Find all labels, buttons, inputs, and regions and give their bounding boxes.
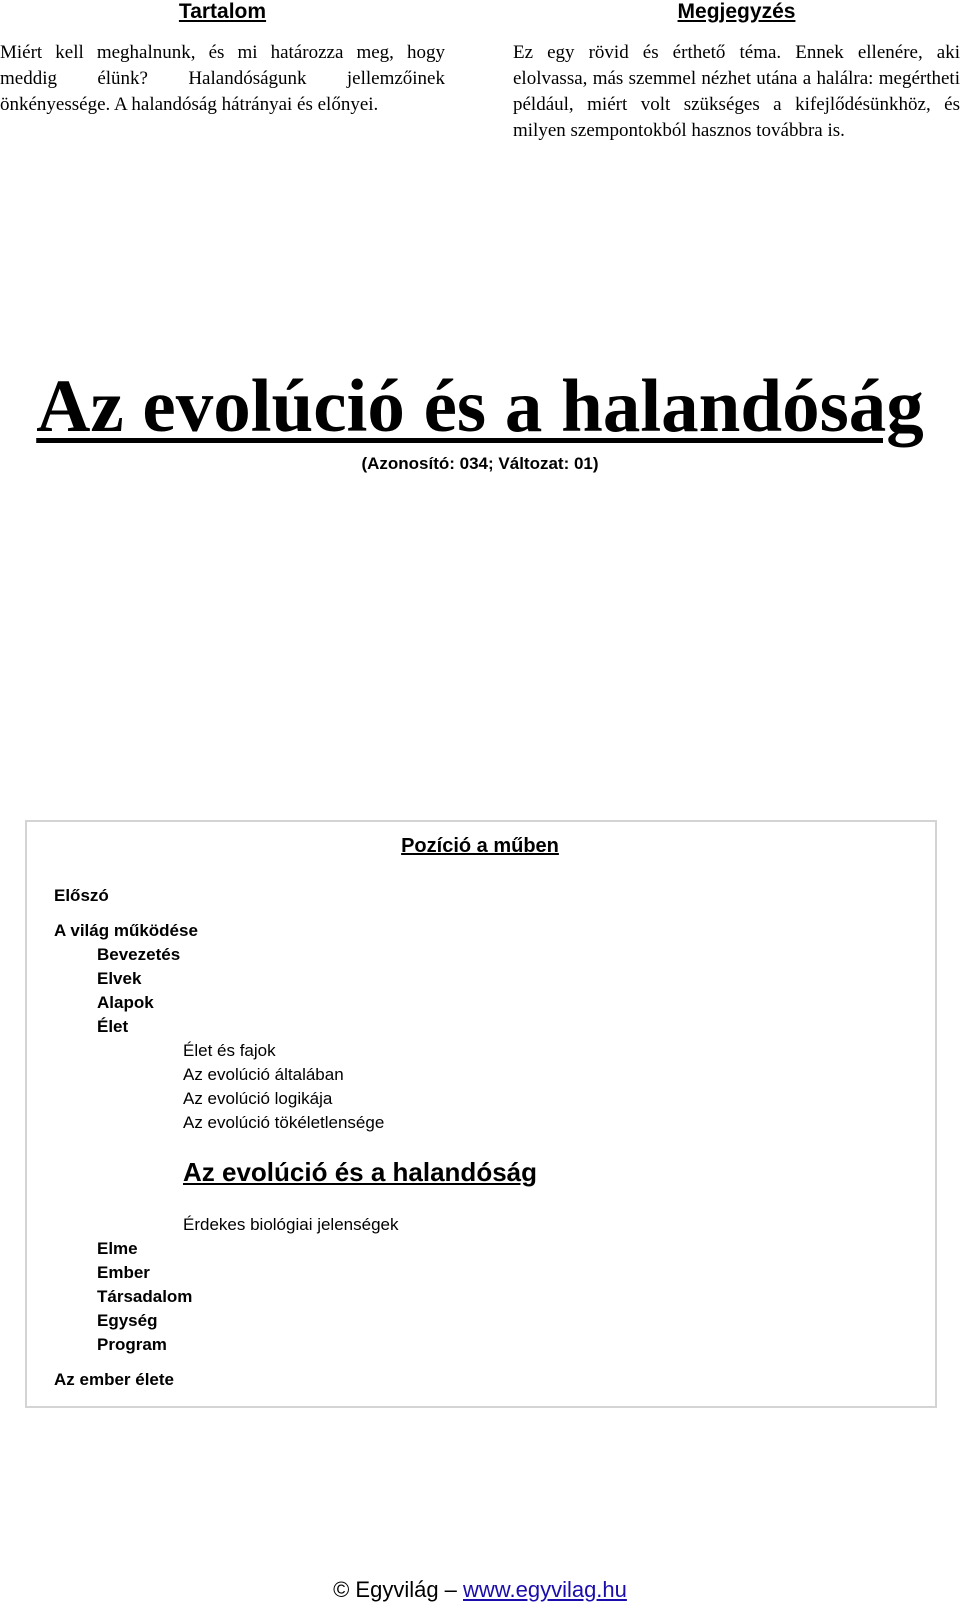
toc-item-evolucio-tokeletlensege[interactable]: Az evolúció tökéletlensége — [183, 1113, 385, 1132]
footer-copyright: © Egyvilág – — [333, 1577, 464, 1602]
toc-item-eloszo[interactable]: Előszó — [54, 886, 109, 905]
toc-item-evolucio-logikaja[interactable]: Az evolúció logikája — [183, 1089, 333, 1108]
toc-item-ember[interactable]: Ember — [97, 1263, 150, 1282]
toc-item-ember-elete[interactable]: Az ember élete — [54, 1370, 174, 1389]
toc-item-elme[interactable]: Elme — [97, 1239, 138, 1258]
footer — [0, 1577, 960, 1603]
toc-item-evolucio-altalaban[interactable]: Az evolúció általában — [183, 1065, 344, 1084]
toc-item-vilag-mukodese[interactable]: A világ működése — [54, 921, 198, 940]
toc-item-elet[interactable]: Élet — [97, 1017, 129, 1036]
toc-item-erdekes-jelensegek[interactable]: Érdekes biológiai jelenségek — [183, 1215, 399, 1234]
toc-item-tarsadalom[interactable]: Társadalom — [97, 1287, 193, 1306]
position-panel — [25, 820, 937, 1408]
toc-item-bevezetes[interactable]: Bevezetés — [97, 945, 181, 964]
position-heading: Pozíció a műben — [401, 835, 559, 857]
toc-item-alapok[interactable]: Alapok — [97, 993, 154, 1012]
toc-item-elet-es-fajok[interactable]: Élet és fajok — [183, 1041, 276, 1060]
toc-heading: Tartalom — [178, 0, 267, 23]
page-title: Az evolúció és a halandóság — [36, 365, 924, 448]
footer-link[interactable]: www.egyvilag.hu — [463, 1577, 627, 1602]
toc-item-elvek[interactable]: Elvek — [97, 969, 142, 988]
toc-text: Miért kell meghalnunk, és mi határozza meg, hogy meddig élünk? Halandóságunk jellemzőinek önkényessége. A halandóság hátrányai és előnyei. — [0, 42, 445, 115]
toc-item-egyseg[interactable]: Egység — [97, 1311, 158, 1330]
toc-item-program[interactable]: Program — [97, 1335, 167, 1354]
note-text: Ez egy rövid és érthető téma. Ennek ellenére, aki elolvassa, más szemmel nézhet utána a halálra: megértheti például, miért volt szükséges a kifejlődésünkhöz, és milyen szempontokból hasznos továbbra is. — [513, 42, 960, 141]
note-heading: Megjegyzés — [677, 0, 796, 23]
page-subtitle: (Azonosító: 034; Változat: 01) — [361, 454, 599, 473]
toc-item-current: Az evolúció és a halandóság — [183, 1157, 537, 1187]
